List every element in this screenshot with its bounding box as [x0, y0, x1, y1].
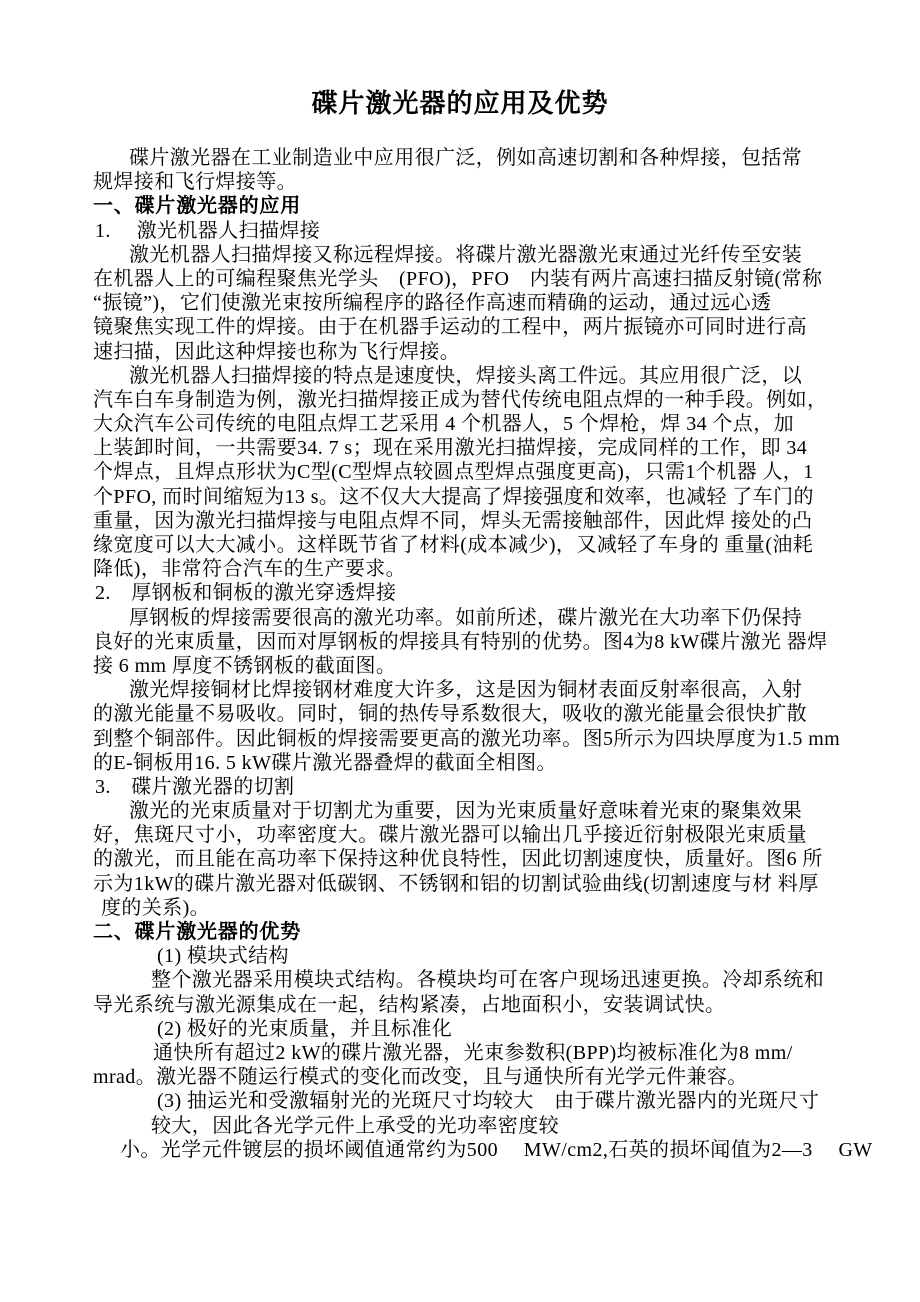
text-line: 速扫描，因此这种焊接也称为飞行焊接。 [93, 340, 461, 363]
text-line: 通快所有超过2 kW的碟片激光器，光束参数积(BPP)均被标准化为8 mm/ [153, 1041, 793, 1064]
text-line: 较大，因此各光学元件上承受的光功率密度较 [151, 1114, 559, 1137]
text-line: 良好的光束质量，因而对厚钢板的焊接具有特别的优势。图4为8 kW碟片激光 器焊 [93, 630, 828, 653]
document-body [93, 146, 920, 1162]
text-line: 的E-铜板用16. 5 kW碟片激光器叠焊的截面全相图。 [93, 751, 557, 774]
text-line: 大众汽车公司传统的电阻点焊工艺采用 4 个机器人，5 个焊枪，焊 34 个点，加 [93, 413, 794, 436]
text-line: 缘宽度可以大大减小。这样既节省了材料(成本减少)，又减轻了车身的 重量(油耗 [93, 534, 814, 556]
text-line: 3. 碟片激光器的切割 [95, 775, 295, 798]
document-title: 碟片激光器的应用及优势 [311, 89, 609, 118]
text-line: (1) 模块式结构 [157, 945, 289, 968]
text-line: “振镜”)，它们使激光束按所编程序的路径作高速而精确的运动，通过远心透 [93, 292, 772, 315]
text-line: 镜聚焦实现工件的焊接。由于在机器手运动的工程中，两片振镜亦可同时进行高 [93, 316, 807, 339]
text-line: (2) 极好的光束质量，并且标准化 [157, 1017, 453, 1040]
text-line: 规焊接和飞行焊接等。 [93, 171, 297, 194]
text-line: 好，焦斑尺寸小，功率密度大。碟片激光器可以输出几乎接近衍射极限光束质量 [93, 824, 807, 847]
text-line: (3) 抽运光和受激辐射光的光斑尺寸均较大 由于碟片激光器内的光斑尺寸 [157, 1090, 820, 1113]
text-line: 到整个铜部件。因此铜板的焊接需要更高的激光功率。图5所示为四块厚度为1.5 mm [93, 727, 841, 750]
text-line: 接 6 mm 厚度不锈钢板的截面图。 [93, 654, 397, 677]
section-heading: 一、碟片激光器的应用 [93, 195, 301, 218]
text-line: 激光机器人扫描焊接又称远程焊接。将碟片激光器激光束通过光纤传至安装 [129, 243, 803, 266]
text-line: 小。光学元件镀层的损坏阈值通常约为500 MW/cm2,石英的损坏闻值为2—3 GW [120, 1138, 873, 1161]
text-line: 的激光能量不易吸收。同时，铜的热传导系数很大，吸收的激光能量会很快扩散 [93, 703, 807, 726]
text-line: mrad。激光器不随运行模式的变化而改变，且与通快所有光学元件兼容。 [93, 1066, 748, 1089]
text-line: 导光系统与激光源集成在一起，结构紧凑，占地面积小，安装调试快。 [93, 993, 726, 1016]
text-line: 激光的光束质量对于切割尤为重要，因为光束质量好意味着光束的聚集效果 [129, 800, 803, 823]
text-line: 激光机器人扫描焊接的特点是速度快，焊接头离工件远。其应用很广泛，以 [129, 364, 803, 387]
text-line: 个焊点，且焊点形状为C型(C型焊点较圆点型焊点强度更高)，只需1个机器 人，1 [93, 461, 814, 484]
text-line: 个PFO, 而时间缩短为13 s。这不仅大大提高了焊接强度和效率，也减轻 了车门的 [93, 485, 814, 508]
text-line: 降低)，非常符合汽车的生产要求。 [93, 558, 407, 581]
text-line: 2. 厚钢板和铜板的激光穿透焊接 [95, 582, 397, 605]
text-line: 碟片激光器在工业制造业中应用很广泛，例如高速切割和各种焊接，包括常 [129, 147, 803, 169]
text-line: 1. 激光机器人扫描焊接 [95, 219, 321, 242]
section-heading: 二、碟片激光器的优势 [93, 921, 301, 943]
text-line: 汽车白车身制造为例，激光扫描焊接正成为替代传统电阻点焊的一种手段。例如， [93, 388, 828, 411]
text-line: 的激光，而且能在高功率下保持这种优良特性，因此切割速度快，质量好。图6 所 [93, 848, 823, 871]
text-line: 整个激光器采用模块式结构。各模块均可在客户现场迅速更换。冷却系统和 [151, 969, 825, 992]
text-line: 重量，因为激光扫描焊接与电阻点焊不同，焊头无需接触部件，因此焊 接处的凸 [93, 509, 813, 532]
text-line: 激光焊接铜材比焊接钢材难度大许多，这是因为铜材表面反射率很高，入射 [129, 679, 803, 702]
text-line: 在机器人上的可编程聚焦光学头 (PFO)，PFO 内装有两片高速扫描反射镜(常称 [93, 267, 823, 290]
text-line: 厚钢板的焊接需要很高的激光功率。如前所述，碟片激光在大功率下仍保持 [129, 606, 803, 629]
text-line: 度的关系)。 [101, 896, 211, 919]
text-line: 示为1kW的碟片激光器对低碳钢、不锈钢和铝的切割试验曲线(切割速度与材 料厚 [93, 872, 819, 895]
text-line: 上装卸时间，一共需要34. 7 s；现在采用激光扫描焊接，完成同样的工作，即 34 [93, 437, 808, 460]
